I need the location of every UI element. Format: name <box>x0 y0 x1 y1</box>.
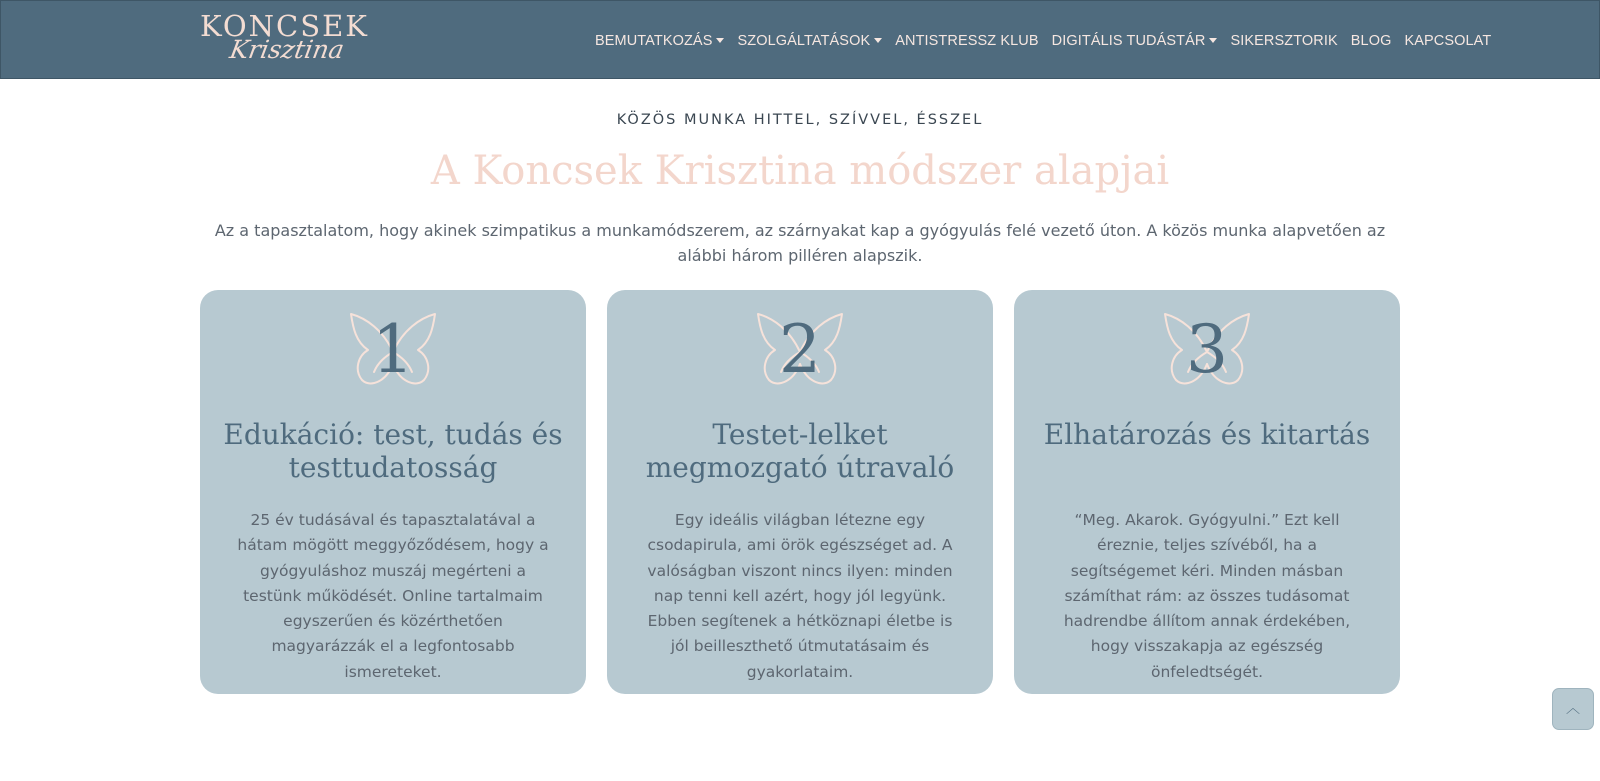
chevron-up-icon: ︿ <box>1566 701 1580 717</box>
nav-label: KAPCSOLAT <box>1404 32 1492 49</box>
logo-wordmark-top: KONCSEK <box>200 9 369 43</box>
site-logo[interactable] <box>200 9 372 73</box>
section-eyebrow: KÖZÖS MUNKA HITTEL, SZÍVVEL, ÉSSZEL <box>616 112 984 128</box>
nav-item-szolgaltatasok[interactable] <box>737 33 882 49</box>
nav-item-bemutatkozas[interactable] <box>595 33 724 49</box>
pillar-card-3 <box>1014 290 1400 694</box>
logo-wordmark-script: Krisztina <box>227 35 347 64</box>
pillar-title: Edukáció: test, tudás és testtudatosság <box>223 418 563 484</box>
nav-label: BLOG <box>1350 32 1392 49</box>
pillar-number: 1 <box>372 311 414 388</box>
butterfly-icon <box>1162 312 1252 388</box>
pillar-text: Egy ideális világban létezne egy csodapirula, ami örök egészséget ad. A valóságban viszont nincs ilyen: minden nap tenni kell azért, hogy jól legyünk. Ebben segítenek a hétköznapi életbe is jól beilleszthető útmutatásaim és gyakorlataim. <box>647 511 953 681</box>
butterfly-icon <box>755 312 845 388</box>
pillar-text: “Meg. Akarok. Gyógyulni.” Ezt kell éreznie, teljes szívéből, ha a segítségemet kéri. Minden másban számíthat rám: az összes tudásomat hadrendbe állítom annak érdekében, hogy visszakapja az egészség önfeledtségét. <box>1063 511 1351 681</box>
main-nav <box>595 1 1491 80</box>
section-title: A Koncsek Krisztina módszer alapjai <box>430 148 1170 194</box>
nav-item-blog[interactable] <box>1351 33 1392 49</box>
pillar-title: Elhatározás és kitartás <box>1043 418 1371 451</box>
nav-item-digitalis-tudastar[interactable] <box>1052 33 1218 49</box>
caret-down-icon <box>874 38 882 43</box>
nav-label: BEMUTATKOZÁS <box>595 32 713 49</box>
pillar-title: Testet-lelket megmozgató útravaló <box>645 418 955 484</box>
pillar-number: 2 <box>779 311 821 388</box>
nav-item-antistressz-klub[interactable] <box>895 33 1038 49</box>
nav-label: SZOLGÁLTATÁSOK <box>737 32 871 49</box>
pillar-card-2 <box>607 290 993 694</box>
caret-down-icon <box>1209 38 1217 43</box>
butterfly-icon <box>348 312 438 388</box>
section-intro-text: Az a tapasztalatom, hogy akinek szimpatikus a munkamódszerem, az szárnyakat kap a gyógyulás felé vezető úton. A közös munka alapvetően az alábbi három pilléren alapszik. <box>214 221 1386 265</box>
site-header <box>0 0 1600 79</box>
nav-item-sikersztorik[interactable] <box>1230 33 1337 49</box>
pillar-number: 3 <box>1186 311 1228 388</box>
scroll-to-top-button[interactable] <box>1552 688 1594 730</box>
pillar-text: 25 év tudásával és tapasztalatával a hátam mögött meggyőződésem, hogy a gyógyuláshoz muszáj megérteni a testünk működését. Online tartalmaim egyszerűen és közérthetően magyarázzák el a legfontosabb ismereteket. <box>237 511 549 681</box>
pillar-card-1 <box>200 290 586 694</box>
nav-label: SIKERSZTORIK <box>1230 32 1338 49</box>
nav-label: DIGITÁLIS TUDÁSTÁR <box>1051 32 1206 49</box>
nav-label: ANTISTRESSZ KLUB <box>895 32 1039 49</box>
caret-down-icon <box>716 38 724 43</box>
nav-item-kapcsolat[interactable] <box>1404 33 1491 49</box>
